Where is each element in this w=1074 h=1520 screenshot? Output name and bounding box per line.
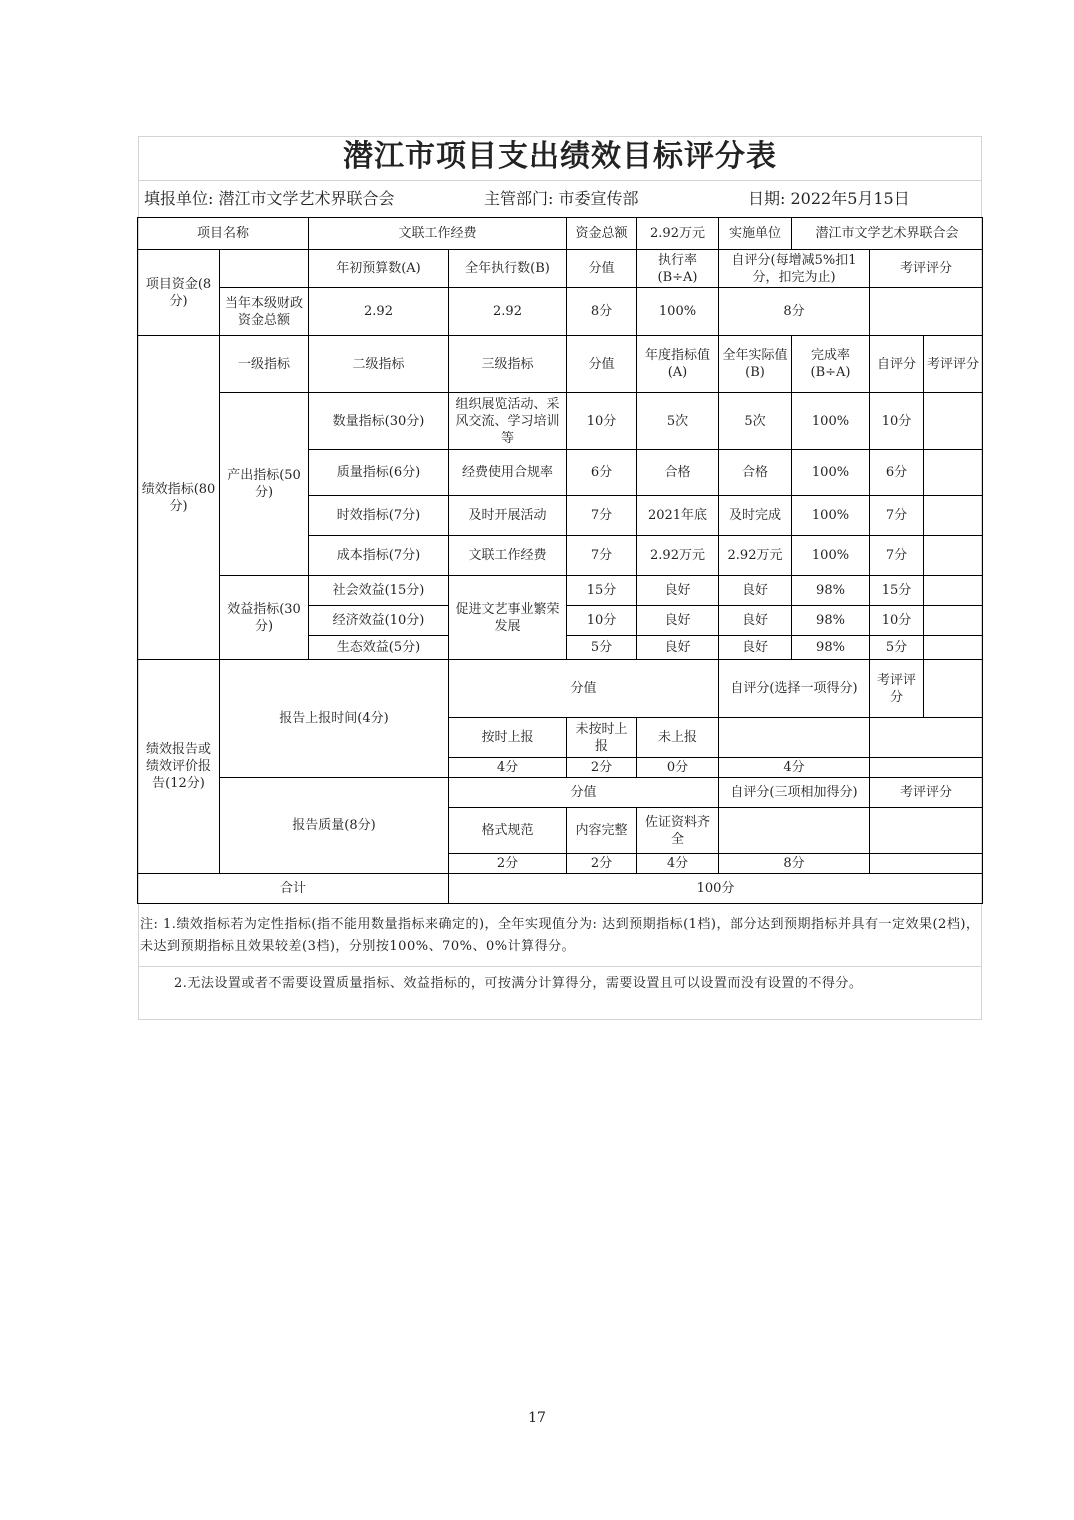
table-cell: 文联工作经费 — [448, 535, 567, 576]
table-cell-empty — [869, 717, 983, 758]
table-cell: 10分 — [566, 605, 637, 636]
table-cell: 当年本级财政资金总额 — [219, 287, 309, 336]
table-cell: 良好 — [718, 575, 792, 606]
supervising-department: 主管部门: 市委宣传部 — [484, 189, 639, 208]
table-cell: 自评分(三项相加得分) — [718, 777, 870, 808]
table-cell: 考评评分 — [869, 659, 924, 718]
table-cell: 4分 — [636, 853, 719, 874]
table-cell: 8分 — [566, 287, 637, 336]
table-cell: 2.92 — [308, 287, 449, 336]
table-cell: 良好 — [636, 605, 719, 636]
table-cell: 全年执行数(B) — [448, 249, 567, 288]
table-cell-empty — [219, 249, 309, 288]
table-cell: 10分 — [869, 392, 924, 450]
table-cell: 生态效益(5分) — [308, 635, 449, 660]
table-cell: 效益指标(30分) — [219, 575, 309, 660]
table-cell: 2分 — [566, 853, 637, 874]
table-cell-empty — [869, 853, 983, 874]
table-cell: 5次 — [636, 392, 719, 450]
table-cell: 100分 — [448, 873, 983, 904]
table-cell: 合格 — [636, 449, 719, 496]
table-cell-empty — [718, 717, 870, 758]
table-cell: 年初预算数(A) — [308, 249, 449, 288]
table-cell: 考评评分 — [923, 335, 983, 393]
filling-unit: 填报单位: 潜江市文学艺术界联合会 — [144, 189, 395, 208]
table-cell: 6分 — [869, 449, 924, 496]
page-number: 17 — [528, 1410, 546, 1426]
table-cell: 自评分(每增减5%扣1分，扣完为止) — [718, 249, 870, 288]
table-cell: 项目资金(8分) — [137, 249, 220, 336]
table-cell: 分值 — [448, 777, 719, 808]
table-cell-empty — [923, 392, 983, 450]
table-cell: 组织展览活动、采风交流、学习培训等 — [448, 392, 567, 450]
table-cell: 2021年底 — [636, 495, 719, 536]
table-cell: 格式规范 — [448, 807, 567, 854]
score-table — [138, 218, 983, 904]
table-cell: 实施单位 — [718, 217, 792, 250]
table-cell: 三级指标 — [448, 335, 567, 393]
table-cell: 良好 — [718, 605, 792, 636]
table-cell: 考评评分 — [869, 249, 983, 288]
table-cell: 7分 — [566, 535, 637, 576]
table-cell: 0分 — [636, 757, 719, 778]
table-cell: 98% — [791, 605, 870, 636]
table-cell: 10分 — [869, 605, 924, 636]
table-cell: 报告质量(8分) — [219, 777, 449, 874]
table-cell: 8分 — [718, 853, 870, 874]
table-cell-empty — [869, 757, 983, 778]
table-cell: 内容完整 — [566, 807, 637, 854]
table-cell: 2分 — [448, 853, 567, 874]
table-cell-empty — [869, 807, 983, 854]
table-cell: 执行率(B÷A) — [636, 249, 719, 288]
table-cell-empty — [923, 535, 983, 576]
table-cell: 合格 — [718, 449, 792, 496]
table-cell-empty — [923, 659, 983, 718]
table-cell: 5分 — [566, 635, 637, 660]
table-cell: 15分 — [869, 575, 924, 606]
table-cell: 良好 — [718, 635, 792, 660]
table-cell: 15分 — [566, 575, 637, 606]
table-cell: 100% — [636, 287, 719, 336]
table-cell: 数量指标(30分) — [308, 392, 449, 450]
table-cell: 良好 — [636, 575, 719, 606]
note-2: 2.无法设置或者不需要设置质量指标、效益指标的，可按满分计算得分，需要设置且可以设置而没有设置的不得分。 — [174, 976, 863, 991]
table-cell: 100% — [791, 535, 870, 576]
table-cell: 绩效指标(80分) — [137, 335, 220, 660]
table-cell: 经济效益(10分) — [308, 605, 449, 636]
table-cell: 一级指标 — [219, 335, 309, 393]
table-cell: 按时上报 — [448, 717, 567, 758]
table-cell: 6分 — [566, 449, 637, 496]
table-cell: 100% — [791, 392, 870, 450]
table-cell: 及时完成 — [718, 495, 792, 536]
table-cell: 未上报 — [636, 717, 719, 758]
table-cell: 7分 — [869, 535, 924, 576]
table-cell-empty — [923, 605, 983, 636]
table-cell: 100% — [791, 449, 870, 496]
table-cell: 98% — [791, 575, 870, 606]
table-cell: 绩效报告或绩效评价报告(12分) — [137, 659, 220, 874]
table-cell: 项目名称 — [137, 217, 309, 250]
table-cell: 年度指标值(A) — [636, 335, 719, 393]
table-cell: 质量指标(6分) — [308, 449, 449, 496]
table-cell: 考评评分 — [869, 777, 983, 808]
report-date: 日期: 2022年5月15日 — [748, 189, 910, 208]
table-cell: 7分 — [869, 495, 924, 536]
table-cell: 资金总额 — [566, 217, 637, 250]
table-cell: 完成率(B÷A) — [791, 335, 870, 393]
table-cell: 2分 — [566, 757, 637, 778]
table-cell: 未按时上报 — [566, 717, 637, 758]
table-cell: 时效指标(7分) — [308, 495, 449, 536]
table-cell: 社会效益(15分) — [308, 575, 449, 606]
note-1: 注: 1.绩效指标若为定性指标(指不能用数量指标来确定的)，全年实现值分为: 达到预期指标(1档)，部分达到预期指标并具有一定效果(2档)，未达到预期指标且效果较差(3档)，分别按100%、70%、0%计算得分。 — [140, 917, 980, 954]
table-cell-empty — [923, 575, 983, 606]
table-cell: 及时开展活动 — [448, 495, 567, 536]
table-cell: 2.92 — [448, 287, 567, 336]
table-cell: 100% — [791, 495, 870, 536]
table-cell-empty — [923, 449, 983, 496]
table-cell: 产出指标(50分) — [219, 392, 309, 576]
table-cell: 5分 — [869, 635, 924, 660]
table-cell: 分值 — [566, 249, 637, 288]
table-cell: 二级指标 — [308, 335, 449, 393]
table-cell: 潜江市文学艺术界联合会 — [791, 217, 983, 250]
table-cell: 成本指标(7分) — [308, 535, 449, 576]
table-cell: 自评分 — [869, 335, 924, 393]
note-2-container — [138, 966, 982, 991]
table-cell: 2.92万元 — [636, 535, 719, 576]
table-cell: 良好 — [636, 635, 719, 660]
table-cell: 文联工作经费 — [308, 217, 567, 250]
table-cell-empty — [718, 807, 870, 854]
table-cell: 8分 — [718, 287, 870, 336]
table-cell: 4分 — [718, 757, 870, 778]
table-cell: 自评分(选择一项得分) — [718, 659, 870, 718]
form-header — [138, 180, 982, 217]
table-cell: 促进文艺事业繁荣发展 — [448, 575, 567, 660]
table-cell: 报告上报时间(4分) — [219, 659, 449, 778]
table-cell-empty — [869, 287, 983, 336]
table-cell-empty — [923, 495, 983, 536]
table-cell: 合计 — [137, 873, 449, 904]
table-cell: 分值 — [448, 659, 719, 718]
table-cell: 10分 — [566, 392, 637, 450]
table-cell: 98% — [791, 635, 870, 660]
table-cell: 佐证资料齐全 — [636, 807, 719, 854]
table-cell: 5次 — [718, 392, 792, 450]
page-title: 潜江市项目支出绩效目标评分表 — [343, 139, 777, 174]
table-cell: 2.92万元 — [636, 217, 719, 250]
table-cell: 2.92万元 — [718, 535, 792, 576]
table-cell: 全年实际值(B) — [718, 335, 792, 393]
table-cell: 分值 — [566, 335, 637, 393]
table-cell: 4分 — [448, 757, 567, 778]
table-cell: 经费使用合规率 — [448, 449, 567, 496]
table-cell-empty — [923, 635, 983, 660]
table-cell: 7分 — [566, 495, 637, 536]
